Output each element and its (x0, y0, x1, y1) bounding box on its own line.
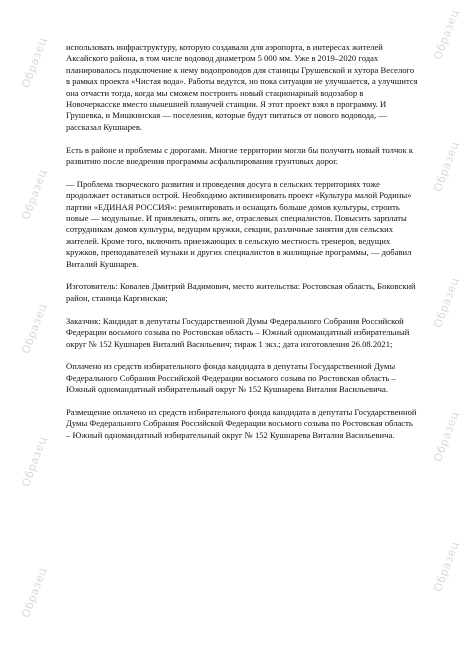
paragraph-placement-paid: Размещение оплачено из средств избирательного фонда кандидата в депутаты Государственной Думы Федерального Собрания Российской Федерации восьмого созыва по Ростовская область – Южный одномандатный избирательный округ № 152 Кушнарева Виталия Васильевича. (66, 406, 417, 440)
watermark: Образец (19, 565, 50, 620)
watermark: Образец (19, 301, 50, 356)
paragraph-customer: Заказчик: Кандидат в депутаты Государственной Думы Федерального Собрания Российской Федерации восьмого созыва по Ростовская область – Южный одномандатный избирательный округ № 152 Кушнарев Виталий Васильевич; тираж 1 экз.; дата изготовления 26.08.2021; (66, 315, 410, 349)
paragraph-paid-by: Оплачено из средств избирательного фонда кандидата в депутаты Государственной Думы Федерального Собрания Российской Федерации восьмого созыва по Ростовская область – Южный одномандатный избирательный округ № 152 Кушнарева Виталия Васильевича. (66, 361, 396, 395)
watermark: Образец (19, 35, 50, 90)
paragraph-manufacturer: Изготовитель: Ковалев Дмитрий Вадимович, место жительства: Ростовская область, Боковский район, станица Каргинская; (66, 281, 416, 303)
watermark: Образец (431, 275, 462, 330)
watermark: Образец (431, 139, 462, 194)
watermark: Образец (431, 7, 462, 62)
watermark: Образец (19, 434, 50, 489)
watermark: Образец (431, 409, 462, 464)
paragraph-water-supply: использовать инфраструктуру, которую создавали для аэропорта, в интересах жителей Аксайского района, в том числе водовод диаметром 5 000 мм. Уже в 2019–2020 годах планировалось подключение к нему водопроводов для станицы Грушевской и хутора Веселого в рамках проекта «Чистая вода». Работы ведутся, но пока ситуация не улучшается, а улучшится она отчасти тогда, когда мы сможем построить новый стационарный водозабор в Новочеркасске вместо нынешней плавучей станции. Я этот проект взял в программу. И Грушевка, и Мишкинская — поселения, которые будут питаться от нового водовода, — рассказал Кушнарев. (66, 42, 418, 132)
document-body (66, 42, 418, 453)
watermark: Образец (431, 539, 462, 594)
paragraph-culture: — Проблема творческого развития и проведения досуга в сельских территориях тоже продолжает оставаться острой. Необходимо активизировать проект «Культура малой Родины» партии «ЕДИНАЯ РОССИЯ»: ремонтировать и оснащать больше домов культуры, строить новые — модульные. И привлекать, опять же, отраслевых специалистов. Повысить зарплаты сотрудникам домов культуры, ведущим кружки, секции, различные занятия для сельских жителей. Кроме того, включить приезжающих в сельскую местность тренеров, ведущих кружков, преподавателей музыки и других специалистов в жилищные программы, — добавил Виталий Кушнарев. (66, 178, 412, 269)
watermark: Образец (19, 167, 50, 222)
paragraph-roads: Есть в районе и проблемы с дорогами. Многие территории могли бы получить новый толчок к развитию после внедрения программы асфальтирования грунтовых дорог. (66, 144, 414, 167)
